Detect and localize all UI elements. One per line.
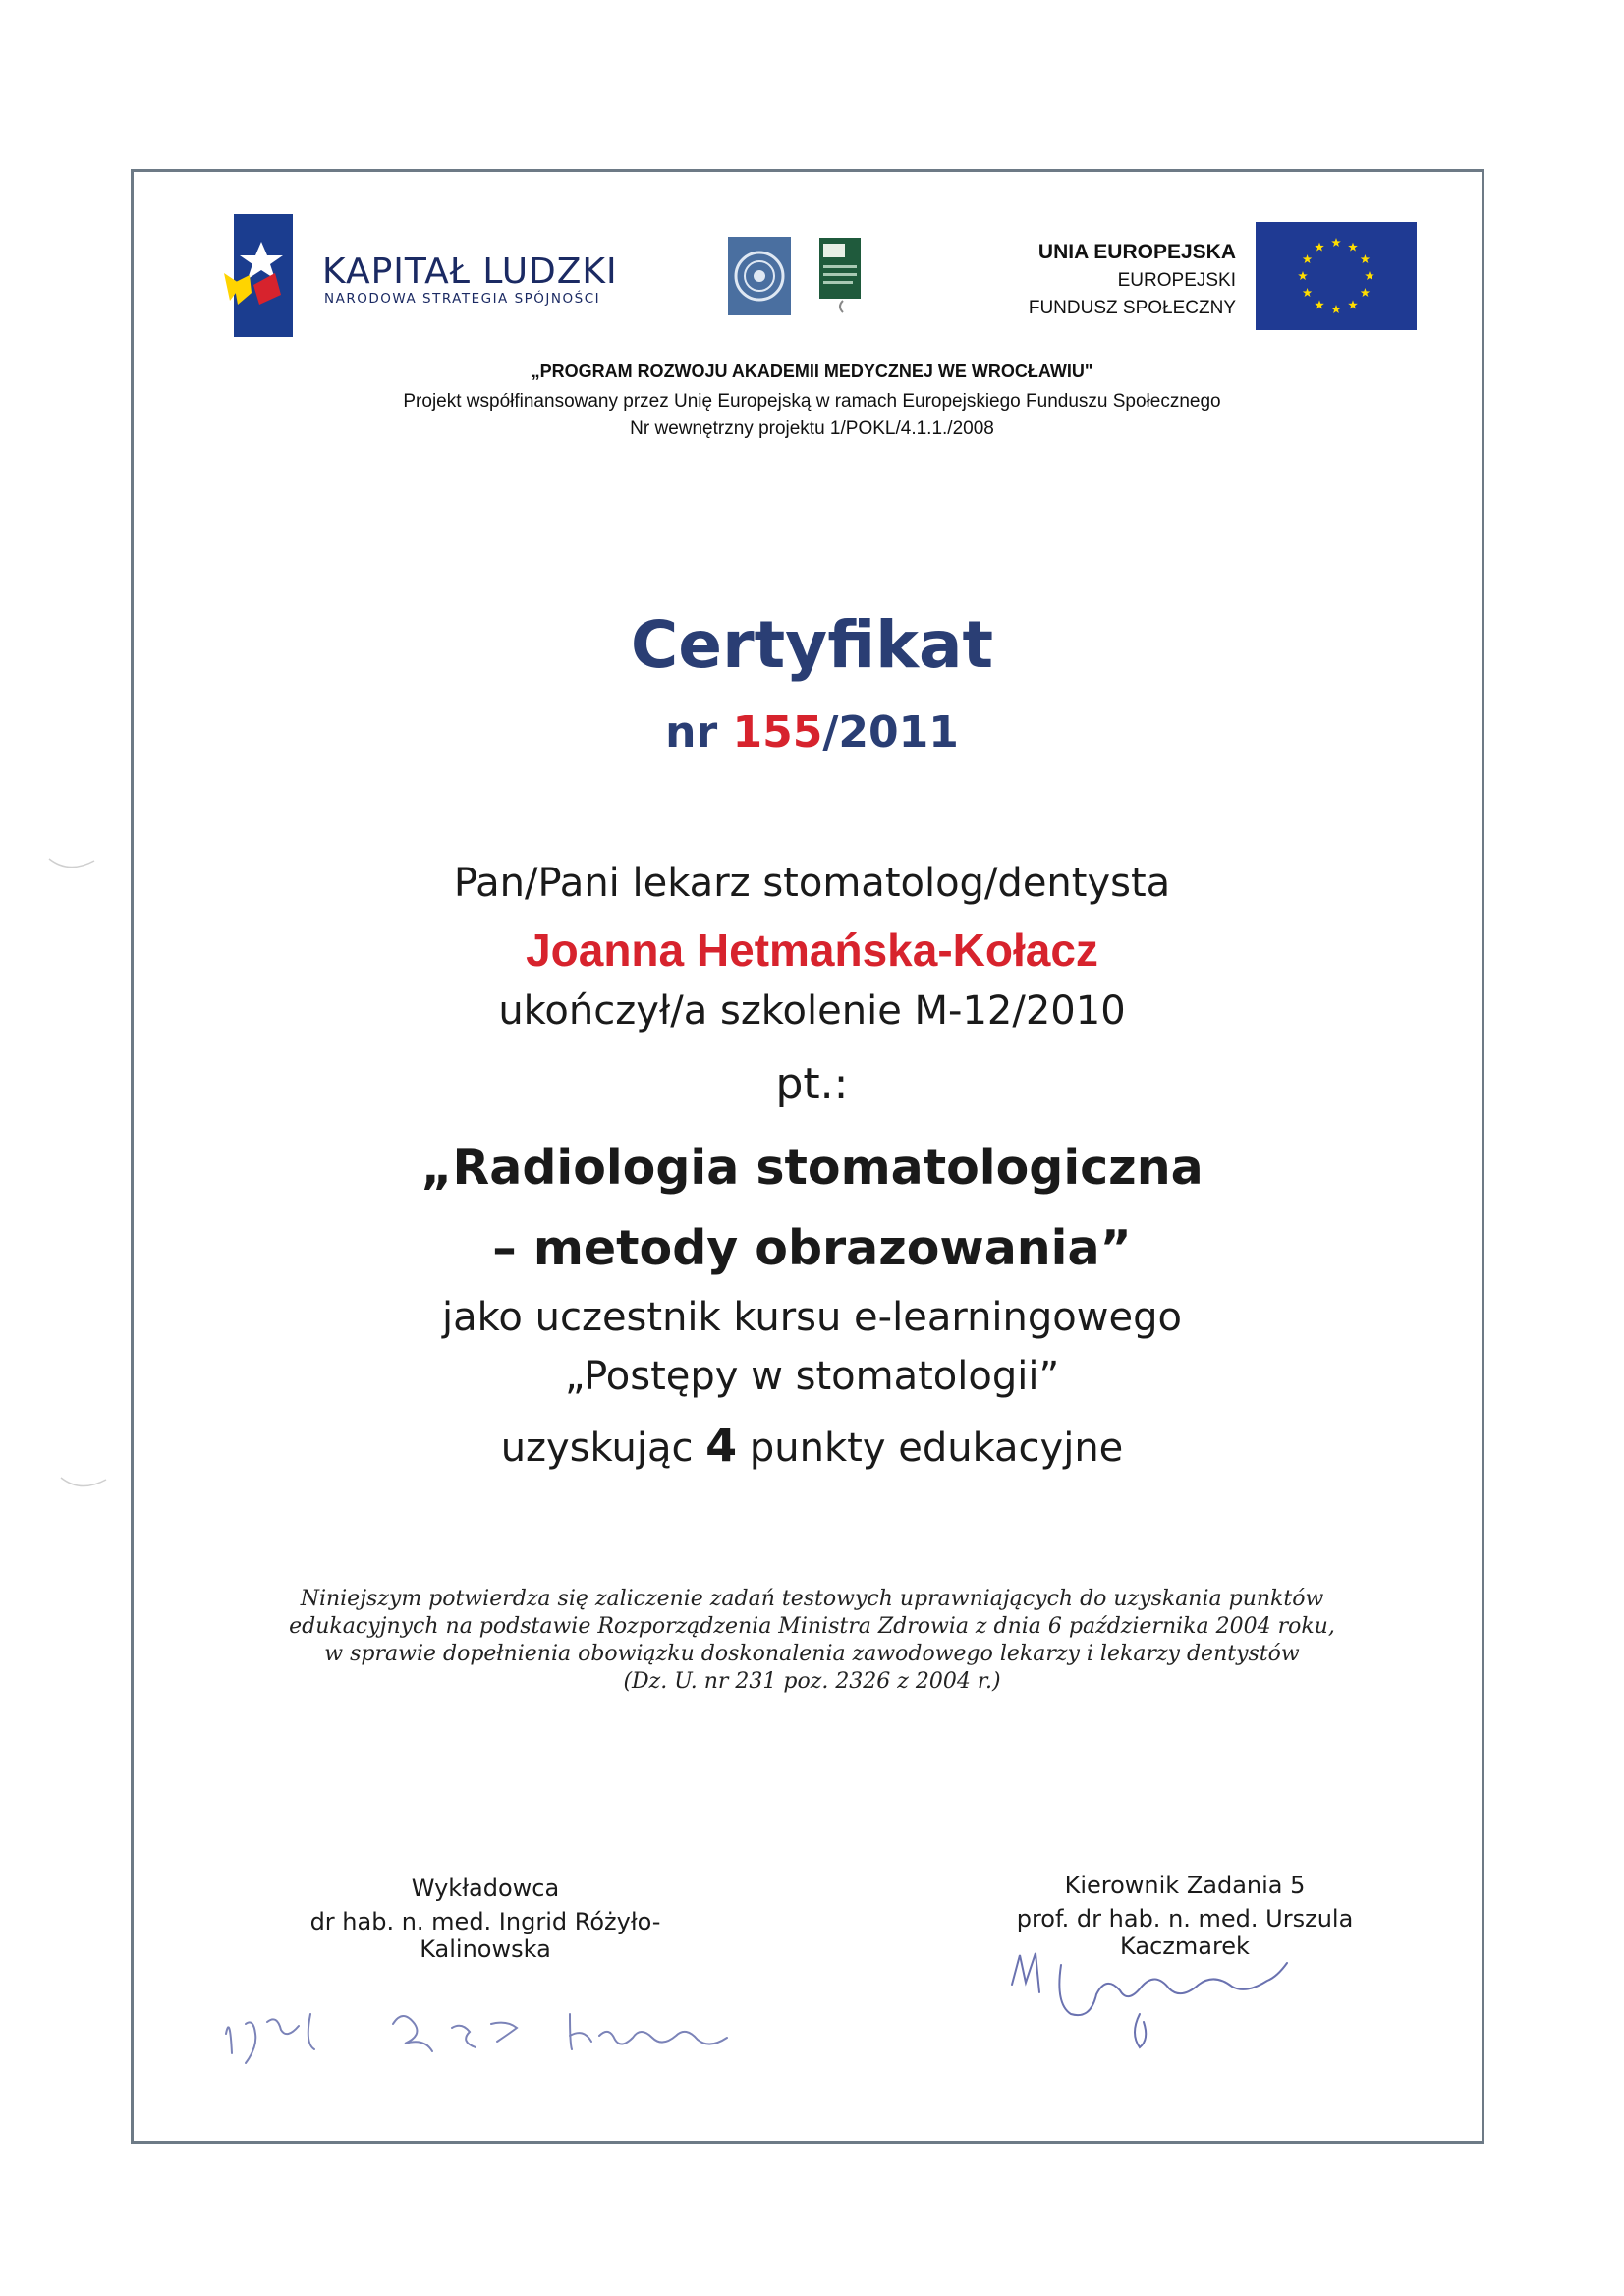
scan-hole-mark-2 [59, 1474, 108, 1493]
kapital-ludzki-subtitle: NARODOWA STRATEGIA SPÓJNOŚCI [324, 291, 601, 307]
certificate-number-value: 155 [732, 707, 823, 757]
recipient-title: Pan/Pani lekarz stomatolog/dentysta [453, 861, 1171, 906]
points-prefix: uzyskując [500, 1426, 706, 1471]
lecturer-name: dr hab. n. med. Ingrid Różyło-Kalinowska [309, 1908, 661, 1963]
legal-line-3: w sprawie dopełnienia obowiązku doskonalenia zawodowego lekarzy i lekarzy dentystów [324, 1642, 1300, 1666]
project-cofinance: Projekt współfinansowany przez Unię Europejską w ramach Europejskiego Funduszu Społecznego [403, 391, 1221, 412]
legal-line-4: (Dz. U. nr 231 poz. 2326 z 2004 r.) [623, 1669, 1001, 1694]
task-manager-signature [992, 1945, 1366, 2053]
eu-line-3: FUNDUSZ SPOŁECZNY [1028, 298, 1236, 318]
points-line [0, 1419, 1624, 1472]
scan-hole-mark [47, 855, 96, 874]
certificate-number-prefix: nr [665, 707, 733, 757]
recipient-name: Joanna Hetmańska-Kołacz [526, 924, 1098, 976]
eu-line-2: EUROPEJSKI [1117, 270, 1236, 291]
kapital-ludzki-logo-icon [224, 214, 303, 337]
eu-flag-icon [1256, 222, 1417, 330]
program-name: „PROGRAM ROZWOJU AKADEMII MEDYCZNEJ WE WROCŁAWIU" [531, 362, 1093, 381]
certificate-title: Certyfikat [630, 607, 994, 683]
eu-text-block [982, 238, 1236, 322]
project-internal-number: Nr wewnętrzny projektu 1/POKL/4.1.1./2008 [630, 419, 994, 439]
course-prefix: pt.: [775, 1059, 849, 1109]
university-seal-icon [728, 237, 791, 315]
course-title-line-2: – metody obrazowania” [492, 1220, 1132, 1276]
certificate-number [0, 707, 1624, 757]
legal-line-2: edukacyjnych na podstawie Rozporządzenia Ministra Zdrowia z dnia 6 października 2004 roku, [289, 1614, 1335, 1639]
kapital-ludzki-title: KAPITAŁ LUDZKI [322, 252, 618, 292]
anniversary-book-icon [815, 236, 865, 316]
lecturer-role: Wykładowca [411, 1875, 560, 1902]
training-line: ukończył/a szkolenie M-12/2010 [498, 988, 1126, 1034]
task-manager-name: prof. dr hab. n. med. Urszula Kaczmarek [1016, 1905, 1354, 1960]
eu-line-1: UNIA EUROPEJSKA [1037, 241, 1236, 263]
lecturer-signature [216, 1985, 825, 2073]
points-suffix: punkty edukacyjne [737, 1426, 1124, 1471]
legal-line-1: Niniejszym potwierdza się zaliczenie zadań testowych uprawniających do uzyskania punktów [300, 1587, 1324, 1611]
task-manager-role: Kierownik Zadania 5 [1064, 1872, 1306, 1899]
points-value: 4 [705, 1419, 738, 1472]
certificate-number-year: /2011 [822, 707, 959, 757]
participant-line: jako uczestnik kursu e-learningowego [442, 1295, 1182, 1340]
legal-text [0, 1586, 1624, 1696]
course-series: „Postępy w stomatologii” [564, 1354, 1060, 1399]
course-title-line-1: „Radiologia stomatologiczna [420, 1140, 1204, 1196]
